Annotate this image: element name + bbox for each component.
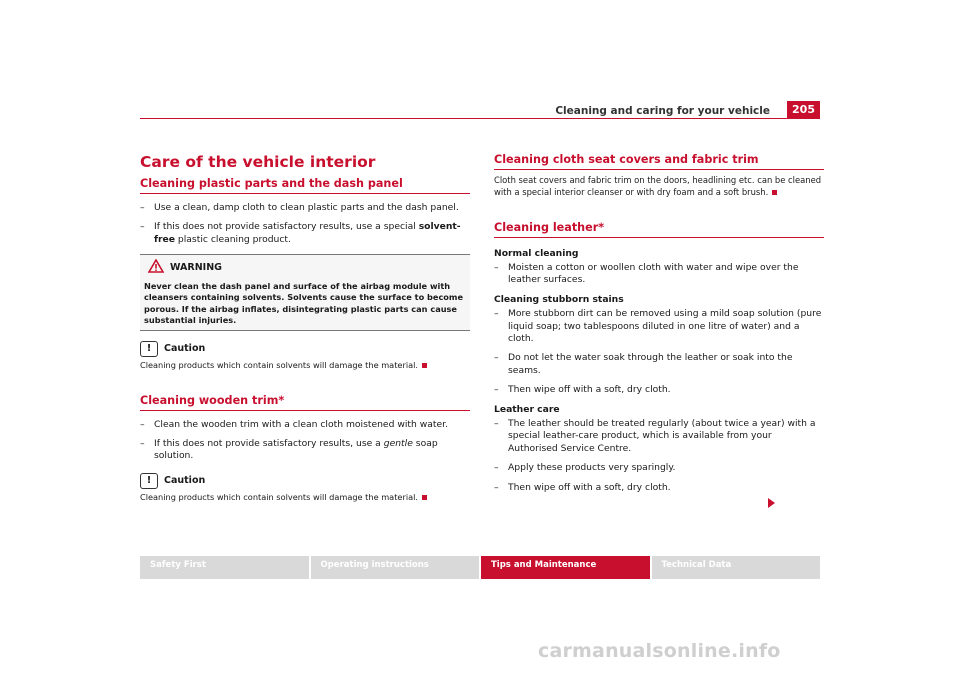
caution-exclamation-icon: ! bbox=[140, 473, 158, 489]
warning-box bbox=[140, 254, 470, 331]
cloth-text bbox=[494, 175, 824, 199]
main-title: Care of the vehicle interior bbox=[140, 153, 376, 171]
right-column bbox=[494, 153, 824, 501]
wooden-heading: Cleaning wooden trim* bbox=[140, 394, 470, 411]
caution-text-2-content: Cleaning products which contain solvents will damage the material. bbox=[140, 491, 418, 502]
normal-step-1: – Moisten a cotton or woollen cloth with water and wipe over the leather surfaces. bbox=[494, 262, 824, 287]
warning-label: WARNING bbox=[170, 262, 222, 274]
page-number: 205 bbox=[787, 101, 820, 119]
plastic-step-2-text: If this does not provide satisfactory results, use a special bbox=[154, 221, 419, 233]
tab-safety-first[interactable]: Safety First bbox=[140, 556, 309, 579]
leather-heading: Cleaning leather* bbox=[494, 221, 824, 238]
caution-exclamation-icon: ! bbox=[140, 341, 158, 357]
care-step-2: – Apply these products very sparingly. bbox=[494, 462, 824, 474]
stubborn-step-1: – More stubborn dirt can be removed using a mild soap solution (pure liquid soap; two tablespoons diluted in one litre of water) and a cloth. bbox=[494, 308, 824, 345]
warning-text: Never clean the dash panel and surface of the airbag module with cleansers containing solvents. Solvents cause the surface to become porous. If the airbag inflates, disintegrating plastic parts can cause substantial injuries. bbox=[144, 280, 464, 326]
plastic-step-2-text-end: plastic cleaning product. bbox=[175, 233, 291, 245]
section-tabs bbox=[140, 556, 820, 579]
care-step-3: – Then wipe off with a soft, dry cloth. bbox=[494, 482, 824, 494]
running-header-title: Cleaning and caring for your vehicle bbox=[555, 105, 770, 117]
caution-label-1: Caution bbox=[164, 342, 206, 354]
wooden-steps bbox=[140, 419, 470, 463]
caution-text-1 bbox=[140, 360, 470, 372]
wooden-step-2 bbox=[140, 438, 470, 463]
leather-care-steps bbox=[494, 418, 824, 494]
normal-cleaning-steps bbox=[494, 262, 824, 287]
caution-text-1-content: Cleaning products which contain solvents will damage the material. bbox=[140, 360, 418, 370]
next-page-arrow-icon bbox=[768, 498, 775, 508]
watermark: carmanualsonline.info bbox=[538, 640, 781, 662]
end-of-section-icon bbox=[772, 190, 777, 195]
header-rule bbox=[140, 118, 820, 119]
warning-header bbox=[144, 259, 466, 277]
cloth-heading: Cleaning cloth seat covers and fabric trim bbox=[494, 153, 824, 170]
caution-text-2 bbox=[140, 492, 470, 504]
wooden-step-2-text: If this does not provide satisfactory results, use a bbox=[154, 438, 384, 449]
wooden-step-2-italic: gentle bbox=[383, 438, 413, 449]
stubborn-step-3: – Then wipe off with a soft, dry cloth. bbox=[494, 384, 824, 396]
plastic-heading: Cleaning plastic parts and the dash panel bbox=[140, 177, 470, 194]
caution-label-2: Caution bbox=[164, 474, 206, 486]
left-column bbox=[140, 152, 470, 503]
wooden-step-1: – Clean the wooden trim with a clean cloth moistened with water. bbox=[140, 419, 470, 431]
care-step-1: – The leather should be treated regularly (about twice a year) with a special leather-care product, which is available from your Authorised Service Centre. bbox=[494, 418, 824, 455]
cloth-text-content: Cloth seat covers and fabric trim on the doors, headlining etc. can be cleaned with a special interior cleanser or with dry foam and a soft brush. bbox=[494, 175, 822, 197]
stubborn-steps bbox=[494, 308, 824, 396]
plastic-step-2-bold: solvent-free bbox=[154, 221, 461, 245]
warning-triangle-icon bbox=[148, 259, 164, 277]
stubborn-step-2: – Do not let the water soak through the leather or soak into the seams. bbox=[494, 352, 824, 377]
wooden-step-2-text-end: soap solution. bbox=[154, 438, 438, 462]
tab-technical-data[interactable]: Technical Data bbox=[652, 556, 821, 579]
tab-tips-and-maintenance[interactable]: Tips and Maintenance bbox=[481, 556, 650, 579]
plastic-step-1: – Use a clean, damp cloth to clean plastic parts and the dash panel. bbox=[140, 202, 470, 214]
end-of-section-icon bbox=[422, 495, 427, 500]
end-of-section-icon bbox=[422, 363, 427, 368]
normal-cleaning-label: Normal cleaning bbox=[494, 247, 579, 259]
stubborn-stains-label: Cleaning stubborn stains bbox=[494, 293, 624, 305]
leather-care-label: Leather care bbox=[494, 403, 560, 415]
caution-header-1 bbox=[140, 341, 470, 357]
tab-operating-instructions[interactable]: Operating instructions bbox=[311, 556, 480, 579]
plastic-steps bbox=[140, 202, 470, 246]
caution-header-2 bbox=[140, 473, 470, 489]
plastic-step-2 bbox=[140, 221, 470, 246]
